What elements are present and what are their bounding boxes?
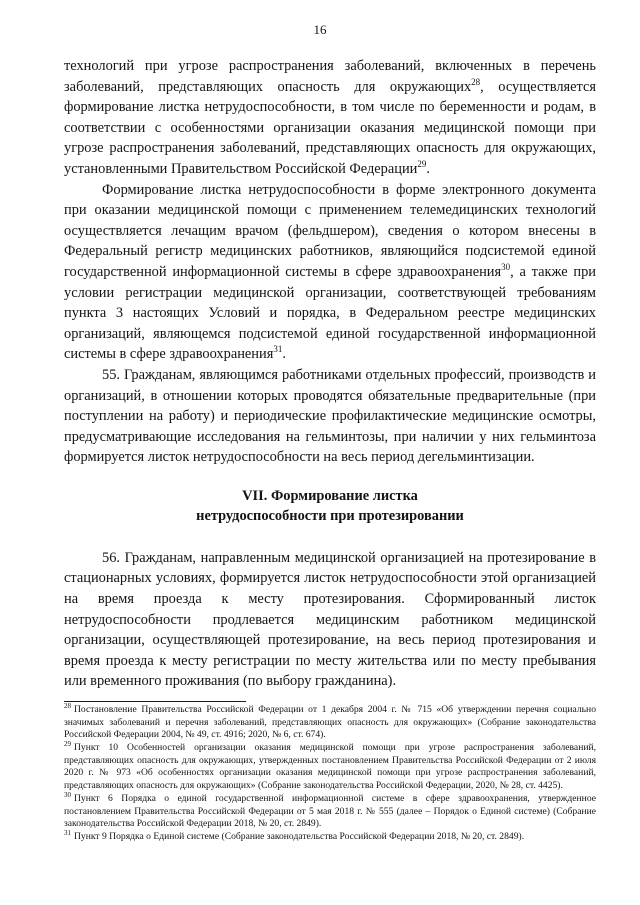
section-heading-line2: нетрудоспособности при протезировании	[196, 507, 464, 524]
paragraph-56: 56. Гражданам, направленным медицинской организацией на протезирование в стационарных условиях, формируется листок нетрудоспособности этой организацией на время проезда к месту протезирования. Сформированный листок нетрудоспособности продлевается медицинским работником медицинской организации, осуществляющей протезирование, на весь период протезирования и время проезда к месту регистрации по месту жительства или по месту пребывания или временного проживания (по выбору гражданина).	[64, 549, 596, 690]
footnote-28	[64, 701, 596, 742]
footnote-number: 31	[64, 829, 71, 838]
paragraph-text: технологий при угрозе распространения заболеваний, включенных в перечень заболеваний, представляющих опасность для окружающих	[64, 58, 596, 95]
page-number: 16	[313, 22, 327, 37]
footnote-ref-30: 30	[501, 262, 511, 273]
paragraph-text: , осуществляется формирование листка нетрудоспособности, в том числе по беременности и родам, в соответствии с особенностями организации оказания медицинской помощи при угрозе распространения заболеваний, представляющих опасность для окружающих, установленными Правительством Российской Федерации	[64, 78, 596, 177]
main-text	[64, 56, 596, 692]
footnote-ref-28: 28	[471, 76, 481, 87]
footnote-30	[64, 790, 596, 831]
footnote-divider	[64, 701, 246, 702]
footnote-number: 28	[64, 701, 71, 710]
footnote-text: Постановление Правительства Российской Федерации от 1 декабря 2004 г. № 715 «Об утверждении перечня социально значимых заболеваний и перечня заболеваний, представляющих опасность для окружающих» (Собрание законодательства Российской Федерации 2004, № 49, ст. 4916; 2020, № 6, ст. 674).	[64, 704, 596, 741]
paragraph-text: .	[282, 346, 286, 363]
paragraph-55: 55. Гражданам, являющимся работниками отдельных профессий, производств и организаций, в отношении которых проводятся обязательные предварительные (при поступлении на работу) и периодические профилактические медицинские осмотры, предусматривающие исследования на гельминтозы, при наличии у них гельминтоза формируется листок нетрудоспособности на весь период дегельминтизации.	[64, 366, 596, 466]
footnotes	[64, 701, 596, 845]
paragraph-text: Формирование листка нетрудоспособности в форме электронного документа при оказании медицинской помощи с применением телемедицинских технологий осуществляется лечащим врачом (фельдшером), сведения о котором внесены в Федеральный регистр медицинских работников, являющийся подсистемой единой государственной информационной системы в сфере здравоохранения	[64, 181, 596, 280]
footnote-text: Пункт 6 Порядка о единой государственной информационной системе в сфере здравоохранения, утвержденное постановлением Правительства Российской Федерации от 5 мая 2018 г. № 555 (далее – Порядок о Единой системе) (Собрание законодательства Российской Федерации 2018, № 20, ст. 2849).	[64, 793, 596, 830]
footnote-29	[64, 742, 596, 792]
section-heading	[64, 486, 596, 526]
footnote-number: 29	[64, 740, 71, 749]
paragraph-continuation	[64, 56, 596, 180]
footnote-ref-31: 31	[273, 344, 283, 355]
footnote-31	[64, 831, 596, 844]
paragraph-telemedicine	[64, 180, 596, 365]
paragraph-text: .	[426, 160, 430, 177]
footnote-text: Пункт 10 Особенностей организации оказания медицинской помощи при угрозе распространения заболеваний, представляющих опасность для окружающих, утвержденных постановлением Правительства Российской Федерации от 2 июля 2020 г. № 973 «Об особенностях организации оказания медицинской помощи при угрозе распространения заболеваний, представляющих опасность для окружающих» (Собрание законодательства Российской Федерации, 2020, № 28, ст. 4425).	[64, 742, 596, 792]
footnote-number: 30	[64, 790, 71, 799]
section-heading-line1: VII. Формирование листка	[242, 487, 418, 504]
footnote-ref-29: 29	[417, 159, 427, 170]
footnote-text: Пункт 9 Порядка о Единой системе (Собрание законодательства Российской Федерации 2018, № 20, ст. 2849).	[74, 831, 525, 843]
paragraph-text: , а также при условии регистрации медицинской организации, соответствующей требованиям пункта 3 настоящих Условий и порядка, в Федеральном реестре медицинских организаций, являющемся подсистемой единой государственной информационной системы в сфере здравоохранения	[64, 263, 596, 363]
